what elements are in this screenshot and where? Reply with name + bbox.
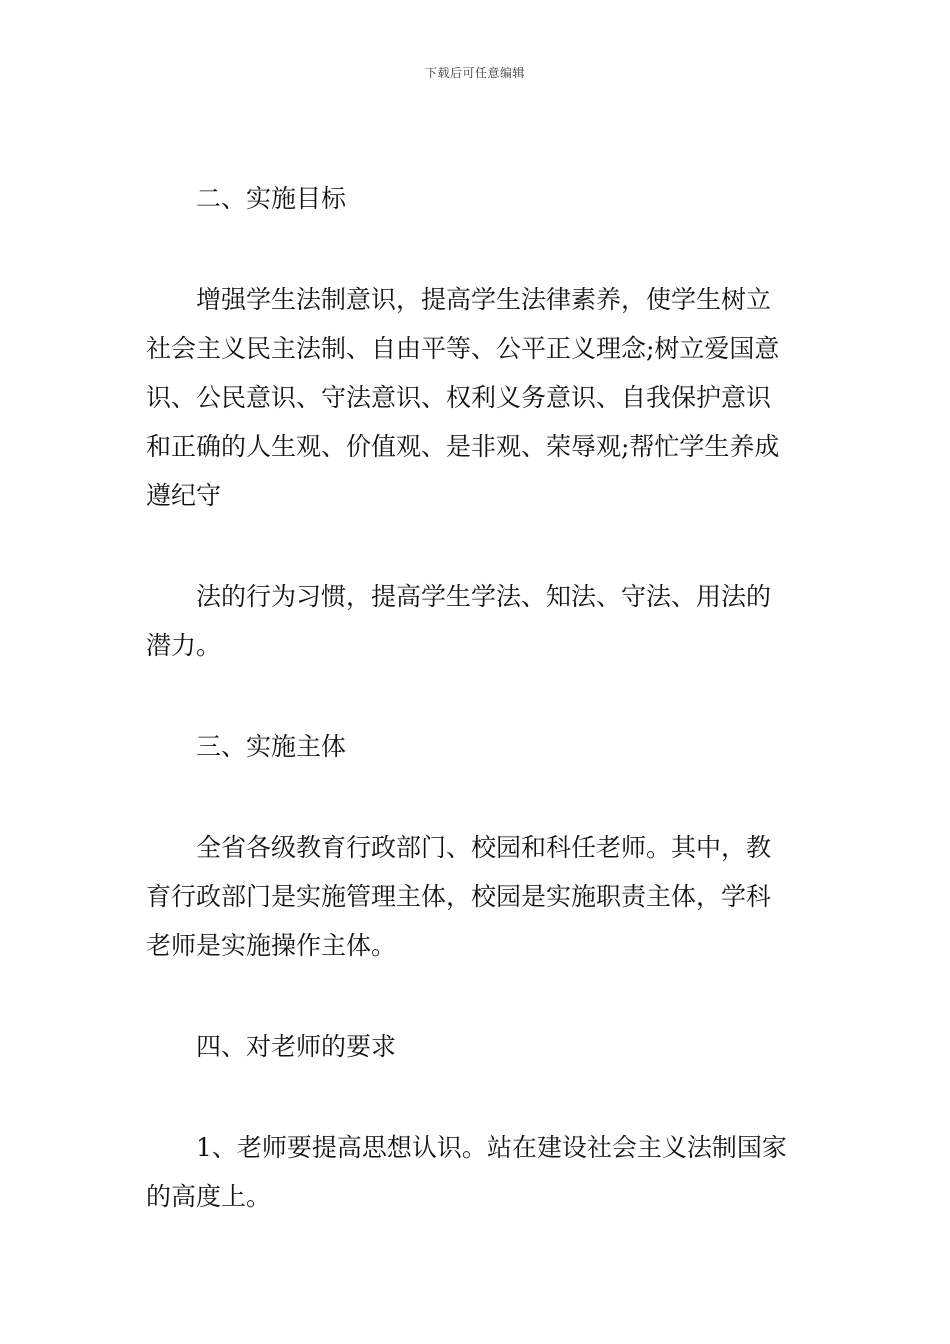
text-line: 法的行为习惯，提高学生学法、知法、守法、用法的 [196,582,772,611]
section-heading-teacher-requirements [146,1022,806,1071]
heading-text: 二、实施目标 [196,184,347,213]
text-line: 和正确的人生观、价值观、是非观、荣辱观;帮忙学生养成 [146,432,780,461]
paragraph-habits [146,572,806,670]
text-line: 增强学生法制意识，提高学生法律素养，使学生树立 [196,285,772,314]
section-heading-goals [146,174,806,223]
page-header: 下载后可任意编辑 [424,66,525,80]
text-line: 老师是实施操作主体。 [146,931,397,960]
paragraph-goals [146,275,806,520]
text-line: 1、老师要提高思想认识。站在建设社会主义法制国家 [196,1133,787,1162]
paragraph-requirement-1 [146,1123,806,1221]
text-line: 潜力。 [146,631,222,660]
text-line: 的高度上。 [146,1182,272,1211]
heading-text: 四、对老师的要求 [196,1032,397,1061]
paragraph-subjects [146,823,806,970]
text-line: 社会主义民主法制、自由平等、公平正义理念;树立爱国意 [146,334,780,363]
text-line: 遵纪守 [146,481,222,510]
text-line: 全省各级教育行政部门、校园和科任老师。其中，教 [196,833,772,862]
text-line: 识、公民意识、守法意识、权利义务意识、自我保护意识 [146,383,772,412]
document-body [146,174,806,1273]
section-heading-subjects [146,722,806,771]
heading-text: 三、实施主体 [196,732,347,761]
text-line: 育行政部门是实施管理主体，校园是实施职责主体，学科 [146,882,772,911]
